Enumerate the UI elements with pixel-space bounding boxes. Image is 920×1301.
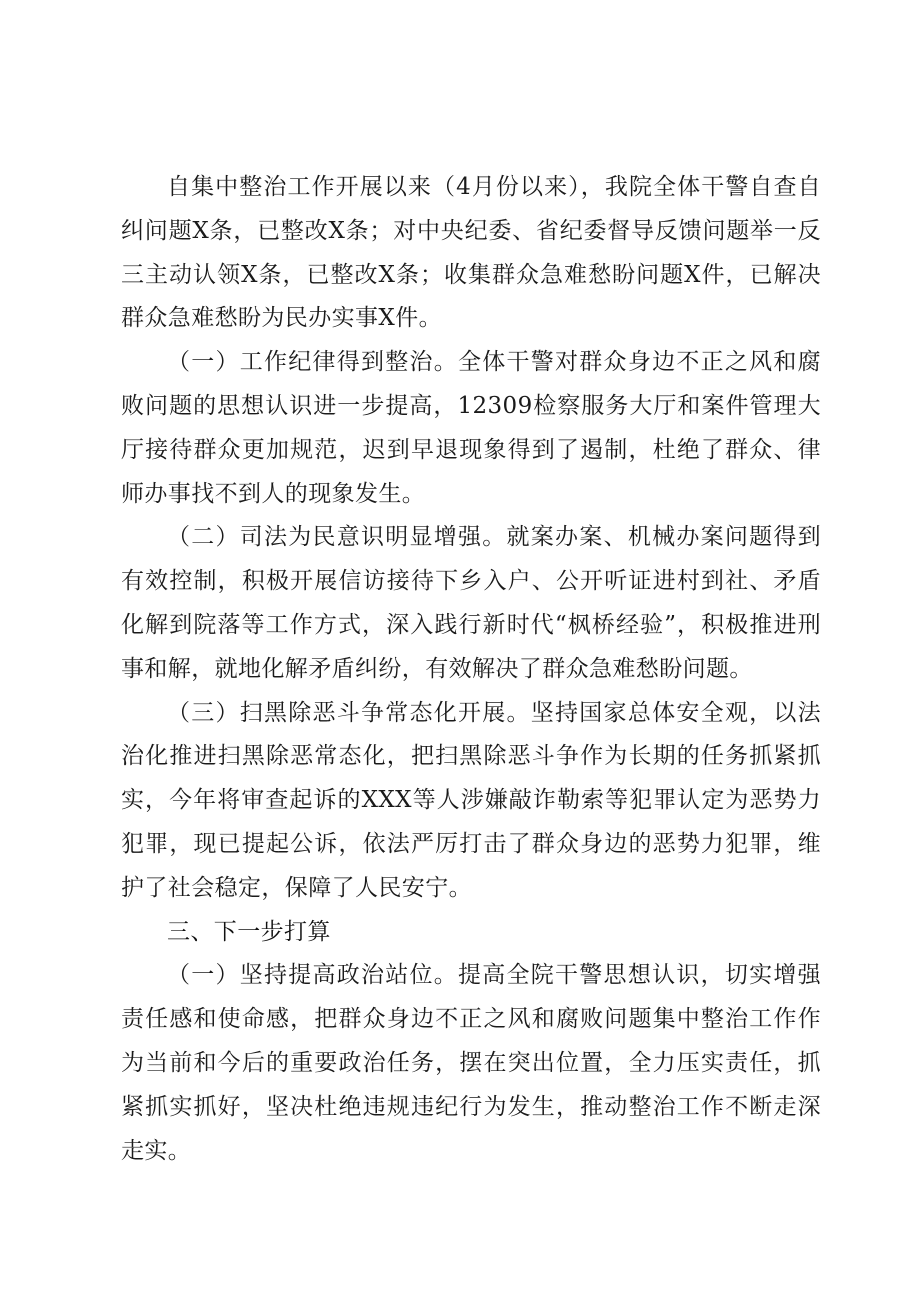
political-stance-paragraph: （一）坚持提高政治站位。提高全院干警思想认识，切实增强责任感和使命感，把群众身边不正之风和腐败问题集中整治工作作为当前和今后的重要政治任务，摆在突出位置，全力压实责任，抓紧抓实抓好，坚决杜绝违规违纪行为发生，推动整治工作不断走深走实。 <box>121 962 821 1164</box>
judicial-service-paragraph: （二）司法为民意识明显增强。就案办案、机械办案问题得到有效控制，积极开展信访接待下乡入户、公开听证进村到社、矛盾化解到院落等工作方式，深入践行新时代“枫桥经验”，积极推进刑事和解，就地化解矛盾纠纷，有效解决了群众急难愁盼问题。 <box>121 524 821 682</box>
anti-crime-paragraph: （三）扫黑除恶斗争常态化开展。坚持国家总体安全观，以法治化推进扫黑除恶常态化，把扫黑除恶斗争作为长期的任务抓紧抓实，今年将审查起诉的XXX等人涉嫌敲诈勒索等犯罪认定为恶势力犯罪，现已提起公诉，依法严厉打击了群众身边的恶势力犯罪，维护了社会稳定，保障了人民安宁。 <box>121 699 821 901</box>
summary-paragraph: 自集中整治工作开展以来（4月份以来），我院全体干警自查自纠问题X条，已整改X条；对中央纪委、省纪委督导反馈问题举一反三主动认领X条，已整改X条；收集群众急难愁盼问题X件，已解决群众急难愁盼为民办实事X件。 <box>121 174 821 332</box>
document-body <box>121 166 821 1173</box>
section-heading-next-steps: 三、下一步打算 <box>167 918 331 945</box>
work-discipline-paragraph: （一）工作纪律得到整治。全体干警对群众身边不正之风和腐败问题的思想认识进一步提高，12309检察服务大厅和案件管理大厅接待群众更加规范，迟到早退现象得到了遏制，杜绝了群众、律师办事找不到人的现象发生。 <box>121 349 821 507</box>
